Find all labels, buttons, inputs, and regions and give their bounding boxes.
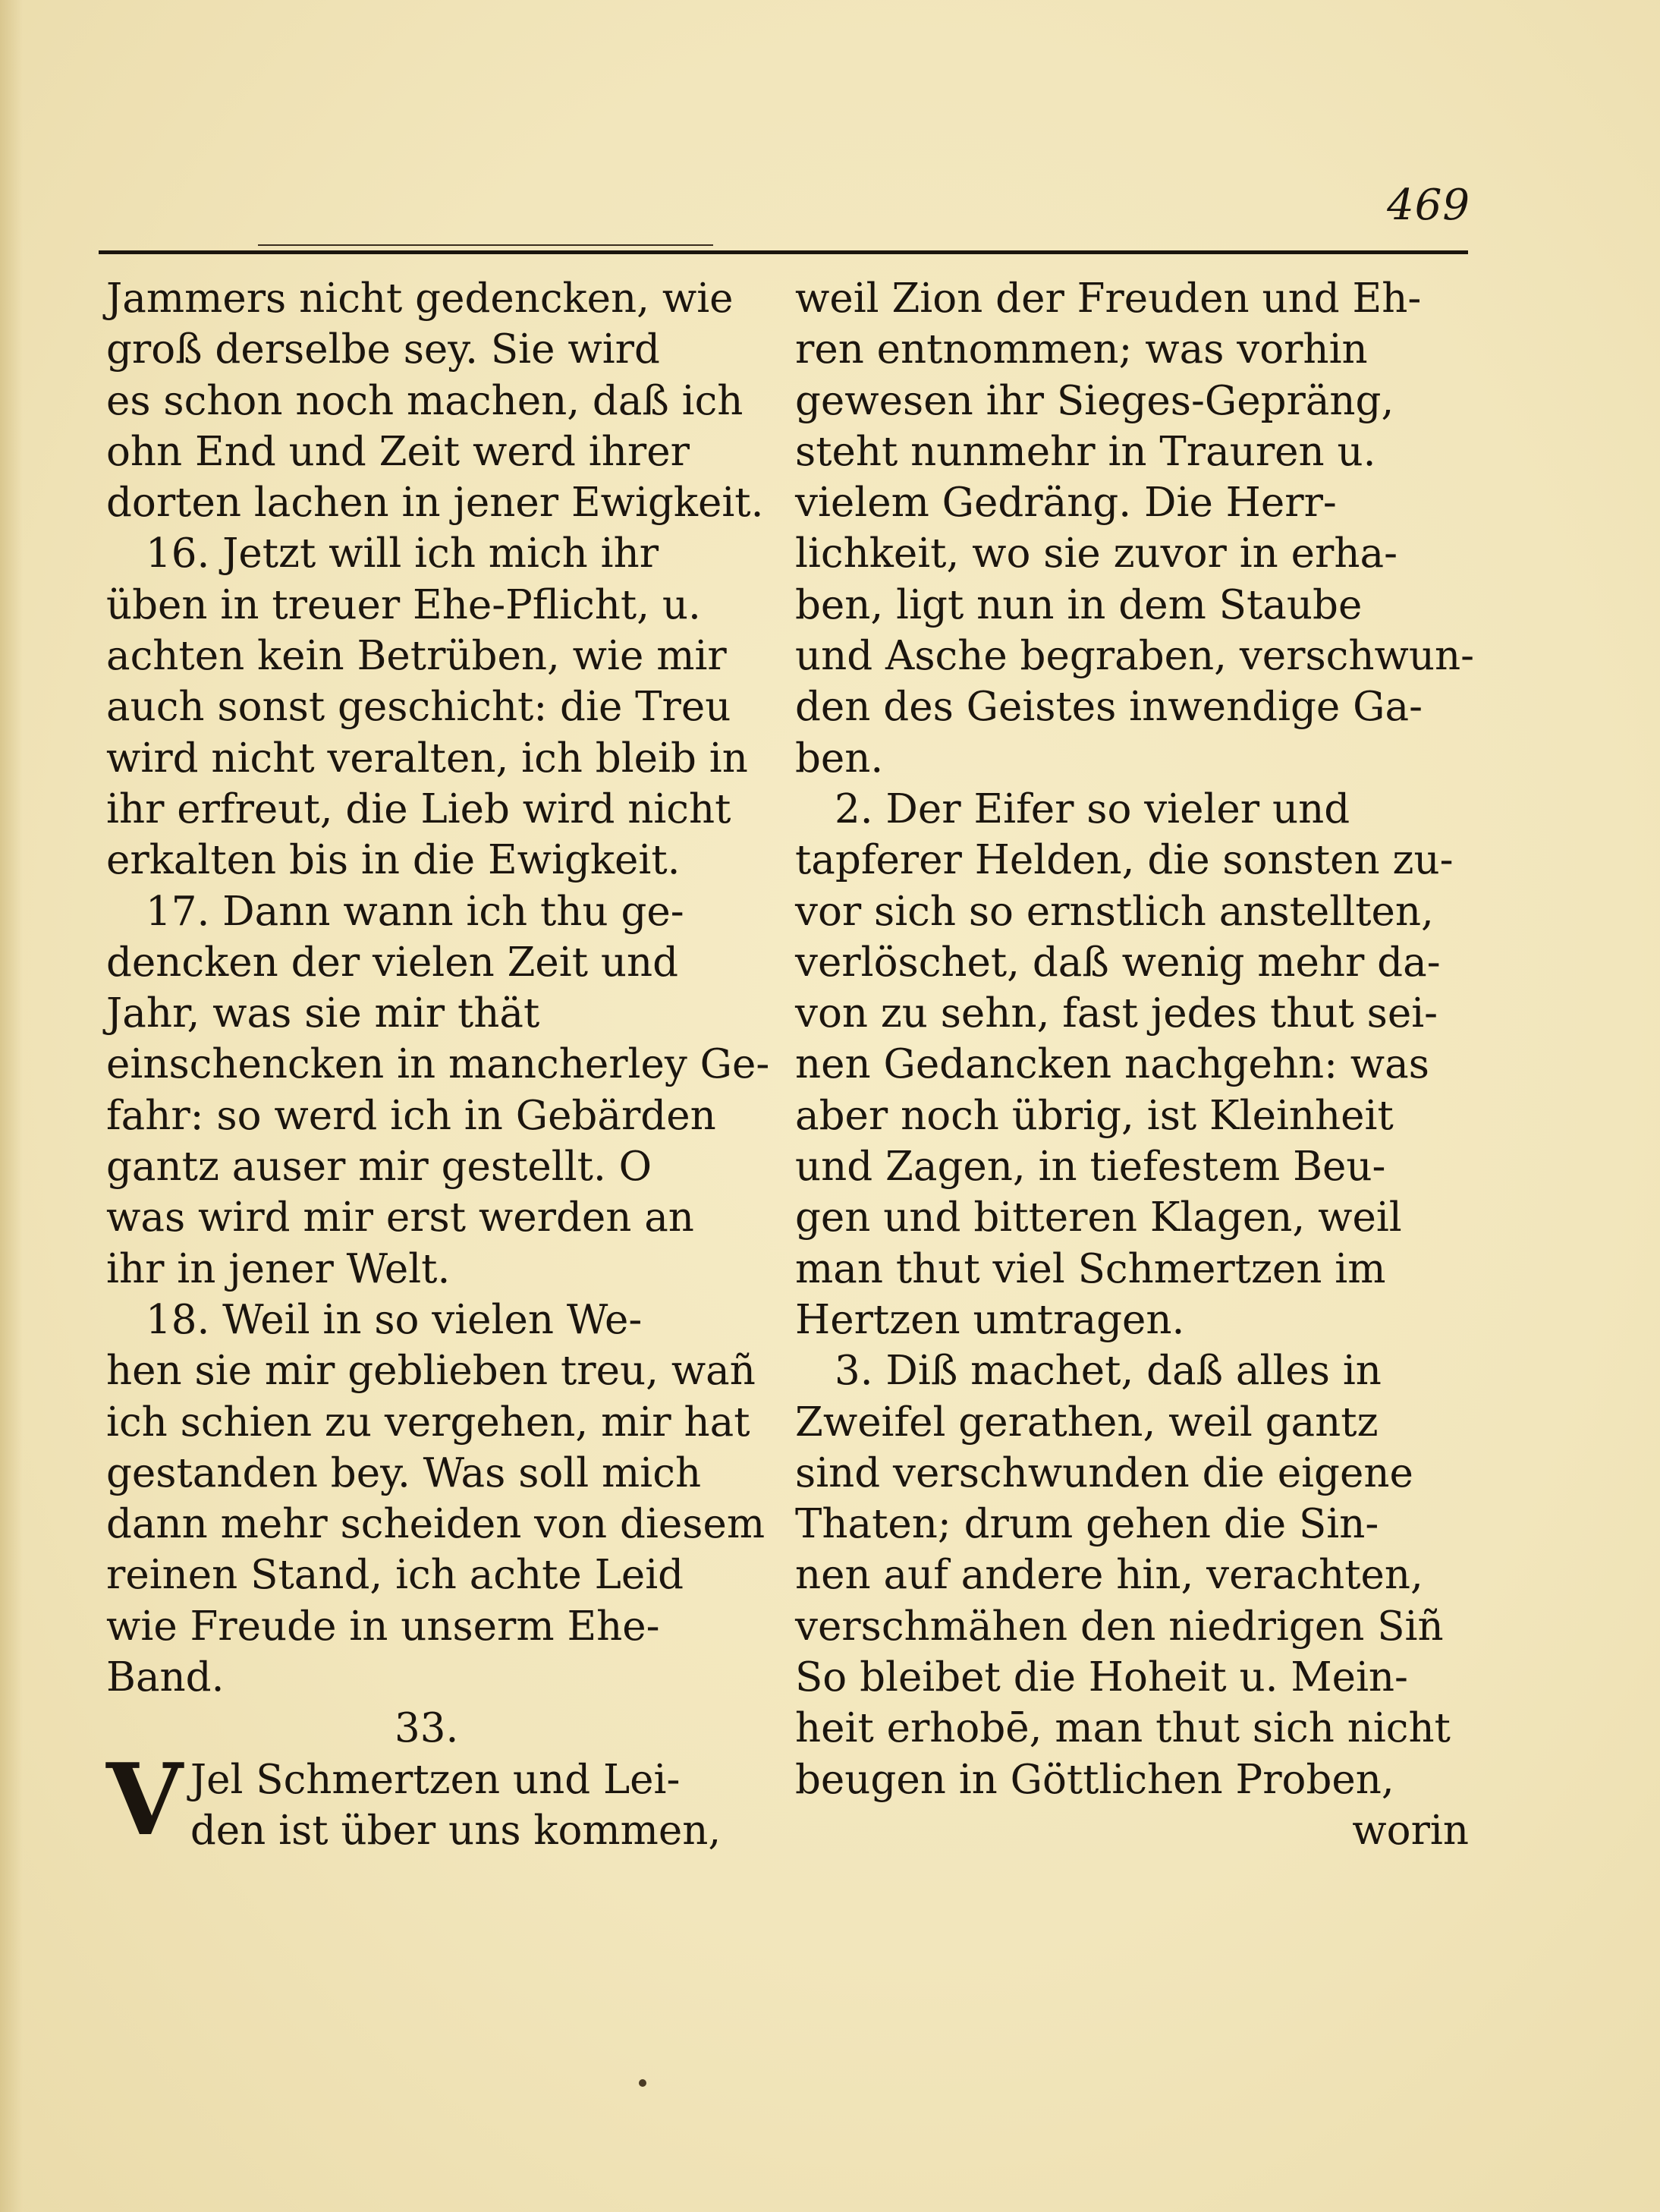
right-column-line	[795, 1295, 1478, 1345]
line-text: 3. Diß machet, daß alles in	[835, 1348, 1382, 1395]
right-column-line	[795, 1244, 1478, 1295]
left-column-line	[106, 580, 774, 631]
right-column	[795, 273, 1478, 1856]
line-text: einschencken in mancherley Ge-	[106, 1041, 770, 1088]
left-column-line	[106, 631, 774, 681]
left-column-line	[106, 937, 774, 988]
page-number: 469	[1387, 181, 1470, 230]
left-column-line	[106, 1499, 774, 1550]
line-text: lichkeit, wo sie zuvor in erha-	[795, 530, 1397, 577]
left-column-line	[106, 784, 774, 835]
right-column-line	[795, 1805, 1478, 1856]
right-column-line	[795, 631, 1478, 681]
left-column-line	[106, 835, 774, 886]
line-text: worin	[1352, 1807, 1469, 1854]
line-text: Zweifel gerathen, weil gantz	[795, 1399, 1379, 1446]
line-text: verlöschet, daß wenig mehr da-	[795, 939, 1441, 986]
right-column-line	[795, 784, 1478, 835]
line-text: 33.	[395, 1705, 459, 1752]
line-text: reinen Stand, ich achte Leid	[106, 1552, 684, 1599]
right-column-line	[795, 1499, 1478, 1550]
right-column-line	[795, 1141, 1478, 1192]
line-text: Thaten; drum gehen die Sin-	[795, 1501, 1379, 1548]
line-text: 16. Jetzt will ich mich ihr	[146, 530, 659, 577]
left-column	[106, 273, 774, 1856]
left-column-line	[106, 1090, 774, 1141]
right-column-line	[795, 273, 1478, 324]
line-text: wie Freude in unserm Ehe-	[106, 1603, 660, 1650]
header-rule	[99, 250, 1468, 254]
line-text: man thut viel Schmertzen im	[795, 1245, 1386, 1292]
line-text: ben, ligt nun in dem Staube	[795, 581, 1363, 628]
left-column-line	[106, 1601, 774, 1652]
line-text: weil Zion der Freuden und Eh-	[795, 275, 1422, 322]
left-column-line	[106, 1652, 774, 1703]
right-column-line	[795, 1754, 1478, 1805]
right-column-line	[795, 1448, 1478, 1499]
right-column-line	[795, 1192, 1478, 1243]
right-column-line	[795, 1345, 1478, 1396]
line-text: gewesen ihr Sieges-Gepräng,	[795, 377, 1394, 424]
line-text: und Zagen, in tiefestem Beu-	[795, 1144, 1386, 1191]
left-column-line	[106, 886, 774, 937]
line-text: steht nunmehr in Trauren u.	[795, 428, 1376, 475]
hymn-number	[106, 1703, 774, 1754]
line-text: Jel Schmertzen und Lei-	[190, 1756, 681, 1803]
line-text: ich schien zu vergehen, mir hat	[106, 1399, 750, 1446]
line-text: groß derselbe sey. Sie wird	[106, 326, 660, 373]
left-column-line	[106, 1397, 774, 1448]
left-column-line	[106, 1192, 774, 1243]
right-column-line	[795, 681, 1478, 732]
ink-speck	[639, 2079, 646, 2087]
line-text: erkalten bis in die Ewigkeit.	[106, 837, 681, 884]
right-column-line	[795, 324, 1478, 375]
left-column-line	[106, 1244, 774, 1295]
left-column-line	[106, 1448, 774, 1499]
left-column-line	[106, 1141, 774, 1192]
left-column-line	[106, 273, 774, 324]
left-column-line	[106, 528, 774, 579]
line-text: verschmähen den niedrigen Siñ	[795, 1603, 1444, 1650]
right-column-line	[795, 988, 1478, 1039]
left-column-line	[106, 733, 774, 784]
right-column-line	[795, 937, 1478, 988]
right-column-line	[795, 835, 1478, 886]
right-column-line	[795, 528, 1478, 579]
header-rule-thin	[258, 244, 713, 246]
line-text: gantz auser mir gestellt. O	[106, 1144, 652, 1191]
line-text: den des Geistes inwendige Ga-	[795, 684, 1423, 731]
line-text: aber noch übrig, ist Kleinheit	[795, 1092, 1394, 1139]
line-text: nen auf andere hin, verachten,	[795, 1552, 1423, 1599]
line-text: von zu sehn, fast jedes thut sei-	[795, 990, 1438, 1037]
line-text: tapferer Helden, die sonsten zu-	[795, 837, 1454, 884]
line-text: hen sie mir geblieben treu, wañ	[106, 1348, 756, 1395]
line-text: ren entnommen; was vorhin	[795, 326, 1368, 373]
right-column-line	[795, 426, 1478, 477]
line-text: sind verschwunden die eigene	[795, 1449, 1413, 1496]
line-text: ben.	[795, 735, 884, 782]
right-column-line	[795, 1601, 1478, 1652]
line-text: Jammers nicht gedencken, wie	[106, 275, 734, 322]
line-text: üben in treuer Ehe-Pflicht, u.	[106, 581, 701, 628]
right-column-line	[795, 477, 1478, 528]
line-text: es schon noch machen, daß ich	[106, 377, 744, 424]
left-column-line	[106, 1550, 774, 1600]
line-text: ohn End und Zeit werd ihrer	[106, 428, 690, 475]
line-text: ihr in jener Welt.	[106, 1245, 451, 1292]
line-text: dann mehr scheiden von diesem	[106, 1501, 766, 1548]
line-text: So bleibet die Hoheit u. Mein-	[795, 1654, 1408, 1701]
left-column-line	[106, 1805, 774, 1856]
binding-shadow	[0, 0, 23, 2212]
line-text: heit erhobē, man thut sich nicht	[795, 1705, 1451, 1752]
left-column-line	[106, 1345, 774, 1396]
left-column-line	[106, 324, 774, 375]
line-text: Jahr, was sie mir thät	[106, 990, 540, 1037]
line-text: vielem Gedräng. Die Herr-	[795, 480, 1337, 527]
line-text: beugen in Göttlichen Proben,	[795, 1756, 1394, 1803]
line-text: den ist über uns kommen,	[190, 1807, 722, 1854]
line-text: ihr erfreut, die Lieb wird nicht	[106, 785, 731, 832]
drop-cap: V	[106, 1741, 183, 1858]
line-text: fahr: so werd ich in Gebärden	[106, 1092, 716, 1139]
right-column-line	[795, 1397, 1478, 1448]
line-text: auch sonst geschicht: die Treu	[106, 684, 731, 731]
line-text: 17. Dann wann ich thu ge-	[146, 888, 684, 935]
line-text: 2. Der Eifer so vieler und	[835, 785, 1350, 832]
line-text: nen Gedancken nachgehn: was	[795, 1041, 1429, 1088]
left-column-line	[106, 1039, 774, 1090]
right-column-line	[795, 580, 1478, 631]
right-column-line	[795, 1652, 1478, 1703]
left-column-line	[106, 1295, 774, 1345]
left-column-line	[106, 376, 774, 426]
left-column-line	[106, 477, 774, 528]
line-text: gen und bitteren Klagen, weil	[795, 1194, 1402, 1241]
line-text: und Asche begraben, verschwun-	[795, 633, 1475, 680]
line-text: Band.	[106, 1654, 225, 1701]
left-column-line	[106, 426, 774, 477]
right-column-line	[795, 1039, 1478, 1090]
line-text: dencken der vielen Zeit und	[106, 939, 679, 986]
right-column-line	[795, 886, 1478, 937]
left-column-line	[106, 681, 774, 732]
line-text: achten kein Betrüben, wie mir	[106, 633, 727, 680]
line-text: was wird mir erst werden an	[106, 1194, 694, 1241]
right-column-line	[795, 376, 1478, 426]
line-text: Hertzen umtragen.	[795, 1296, 1185, 1343]
right-column-line	[795, 733, 1478, 784]
line-text: vor sich so ernstlich anstellten,	[795, 888, 1434, 935]
right-column-line	[795, 1550, 1478, 1600]
line-text: wird nicht veralten, ich bleib in	[106, 735, 748, 782]
left-column-line	[106, 988, 774, 1039]
line-text: dorten lachen in jener Ewigkeit.	[106, 480, 764, 527]
line-text: 18. Weil in so vielen We-	[146, 1296, 643, 1343]
line-text: gestanden bey. Was soll mich	[106, 1449, 702, 1496]
right-column-line	[795, 1703, 1478, 1754]
right-column-line	[795, 1090, 1478, 1141]
